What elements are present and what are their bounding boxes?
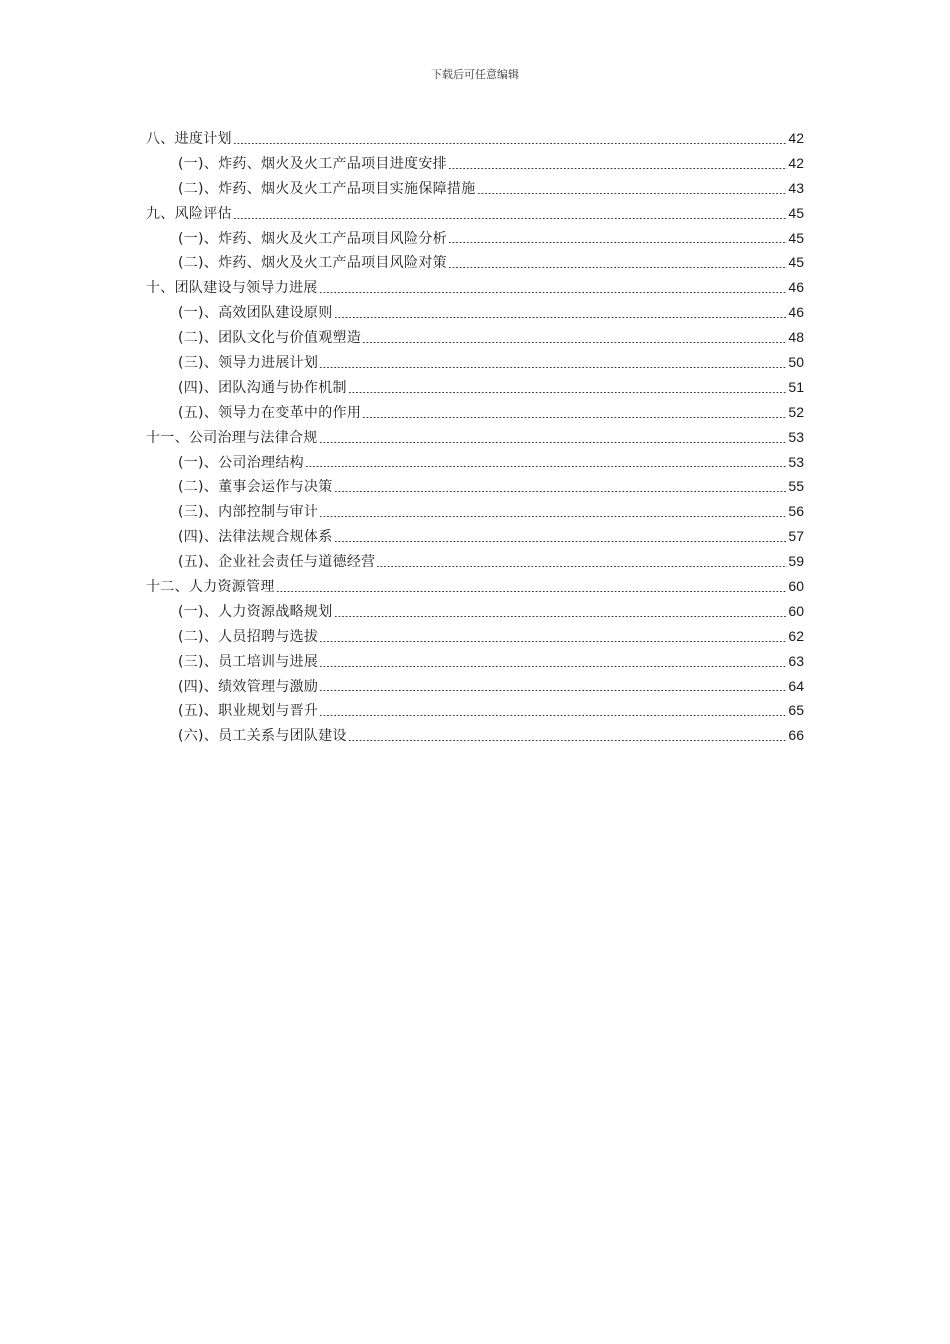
toc-page-number: 65	[788, 702, 804, 719]
toc-entry-title: (一)、公司治理结构	[178, 454, 304, 471]
toc-entry-title: (一)、高效团队建设原则	[178, 305, 333, 322]
toc-page-number: 59	[788, 553, 804, 570]
toc-section-entry[interactable]	[146, 226, 804, 251]
toc-section-entry[interactable]	[146, 674, 804, 699]
toc-dot-leader	[276, 591, 788, 592]
toc-section-entry[interactable]	[146, 474, 804, 499]
toc-page-number: 46	[788, 304, 804, 321]
toc-page-number: 50	[788, 354, 804, 371]
toc-dot-leader	[348, 392, 788, 393]
toc-entry-title: (四)、法律法规合规体系	[178, 529, 333, 546]
toc-page-number: 63	[788, 652, 804, 669]
toc-entry-title: (二)、团队文化与价值观塑造	[178, 330, 362, 347]
toc-page-number: 42	[788, 130, 804, 146]
toc-page-number: 48	[788, 329, 804, 346]
toc-chapter-entry[interactable]	[146, 275, 804, 300]
toc-page-number: 42	[788, 154, 804, 171]
toc-dot-leader	[334, 317, 788, 318]
toc-page-number: 64	[788, 677, 804, 694]
toc-section-entry[interactable]	[146, 300, 804, 325]
toc-page-number: 60	[788, 578, 804, 595]
toc-entry-title: (一)、炸药、烟火及火工产品项目风险分析	[178, 230, 447, 247]
toc-page-number: 53	[788, 453, 804, 470]
toc-page-number: 45	[788, 204, 804, 221]
toc-entry-title: 十一、公司治理与法律合规	[146, 429, 318, 446]
toc-page-number: 46	[788, 279, 804, 296]
table-of-contents	[146, 126, 804, 748]
toc-page-number: 43	[788, 179, 804, 196]
toc-section-entry[interactable]	[146, 499, 804, 524]
toc-page-number: 56	[788, 503, 804, 520]
toc-entry-title: (三)、内部控制与审计	[178, 504, 319, 521]
toc-chapter-entry[interactable]	[146, 425, 804, 450]
toc-entry-title: (四)、绩效管理与激励	[178, 678, 319, 695]
toc-entry-title: (三)、领导力进展计划	[178, 355, 319, 372]
toc-dot-leader	[334, 616, 788, 617]
toc-dot-leader	[319, 690, 787, 691]
toc-section-entry[interactable]	[146, 350, 804, 375]
toc-dot-leader	[362, 342, 787, 343]
toc-page-number: 57	[788, 528, 804, 545]
toc-dot-leader	[448, 267, 787, 268]
toc-page-number: 51	[788, 378, 804, 395]
toc-entry-title: 九、风险评估	[146, 205, 232, 222]
toc-dot-leader	[305, 466, 787, 467]
toc-dot-leader	[319, 292, 788, 293]
toc-chapter-entry[interactable]	[146, 574, 804, 599]
toc-chapter-entry[interactable]	[146, 126, 804, 151]
toc-section-entry[interactable]	[146, 723, 804, 748]
toc-page-number: 45	[788, 254, 804, 271]
toc-dot-leader	[319, 715, 787, 716]
toc-page-number: 60	[788, 602, 804, 619]
toc-section-entry[interactable]	[146, 599, 804, 624]
toc-entry-title: (一)、炸药、烟火及火工产品项目进度安排	[178, 155, 447, 172]
toc-section-entry[interactable]	[146, 649, 804, 674]
toc-page-number: 45	[788, 229, 804, 246]
toc-dot-leader	[334, 541, 788, 542]
toc-dot-leader	[319, 641, 787, 642]
toc-page-number: 55	[788, 478, 804, 495]
toc-section-entry[interactable]	[146, 524, 804, 549]
toc-section-entry[interactable]	[146, 375, 804, 400]
toc-entry-title: 十、团队建设与领导力进展	[146, 280, 318, 297]
toc-dot-leader	[448, 168, 787, 169]
toc-dot-leader	[477, 193, 788, 194]
toc-section-entry[interactable]	[146, 450, 804, 475]
page-header: 下载后可任意编辑	[431, 68, 519, 81]
toc-entry-title: (二)、人员招聘与选拔	[178, 628, 319, 645]
toc-section-entry[interactable]	[146, 698, 804, 723]
toc-section-entry[interactable]	[146, 549, 804, 574]
toc-entry-title: (一)、人力资源战略规划	[178, 603, 333, 620]
toc-dot-leader	[376, 566, 787, 567]
toc-entry-title: (六)、员工关系与团队建设	[178, 728, 347, 745]
toc-dot-leader	[319, 666, 787, 667]
toc-page-number: 66	[788, 727, 804, 744]
toc-page-number: 53	[788, 428, 804, 445]
toc-dot-leader	[348, 740, 788, 741]
toc-entry-title: (二)、炸药、烟火及火工产品项目实施保障措施	[178, 180, 476, 197]
toc-dot-leader	[233, 143, 788, 144]
toc-dot-leader	[334, 491, 788, 492]
toc-entry-title: 十二、人力资源管理	[146, 579, 275, 596]
toc-dot-leader	[319, 367, 787, 368]
toc-dot-leader	[362, 417, 787, 418]
toc-page-number: 62	[788, 627, 804, 644]
toc-entry-title: (五)、职业规划与晋升	[178, 703, 319, 720]
toc-entry-title: (五)、领导力在变革中的作用	[178, 404, 362, 421]
toc-dot-leader	[319, 442, 788, 443]
toc-chapter-entry[interactable]	[146, 201, 804, 226]
toc-entry-title: (五)、企业社会责任与道德经营	[178, 554, 376, 571]
toc-section-entry[interactable]	[146, 151, 804, 176]
toc-page-number: 52	[788, 403, 804, 420]
toc-entry-title: (三)、员工培训与进展	[178, 653, 319, 670]
toc-section-entry[interactable]	[146, 624, 804, 649]
toc-dot-leader	[233, 218, 788, 219]
toc-entry-title: (二)、董事会运作与决策	[178, 479, 333, 496]
toc-entry-title: (四)、团队沟通与协作机制	[178, 379, 347, 396]
toc-section-entry[interactable]	[146, 325, 804, 350]
toc-dot-leader	[319, 516, 787, 517]
toc-dot-leader	[448, 242, 787, 243]
toc-entry-title: 八、进度计划	[146, 131, 232, 147]
toc-section-entry[interactable]	[146, 400, 804, 425]
toc-section-entry[interactable]	[146, 176, 804, 201]
toc-entry-title: (二)、炸药、烟火及火工产品项目风险对策	[178, 255, 447, 272]
toc-section-entry[interactable]	[146, 250, 804, 275]
